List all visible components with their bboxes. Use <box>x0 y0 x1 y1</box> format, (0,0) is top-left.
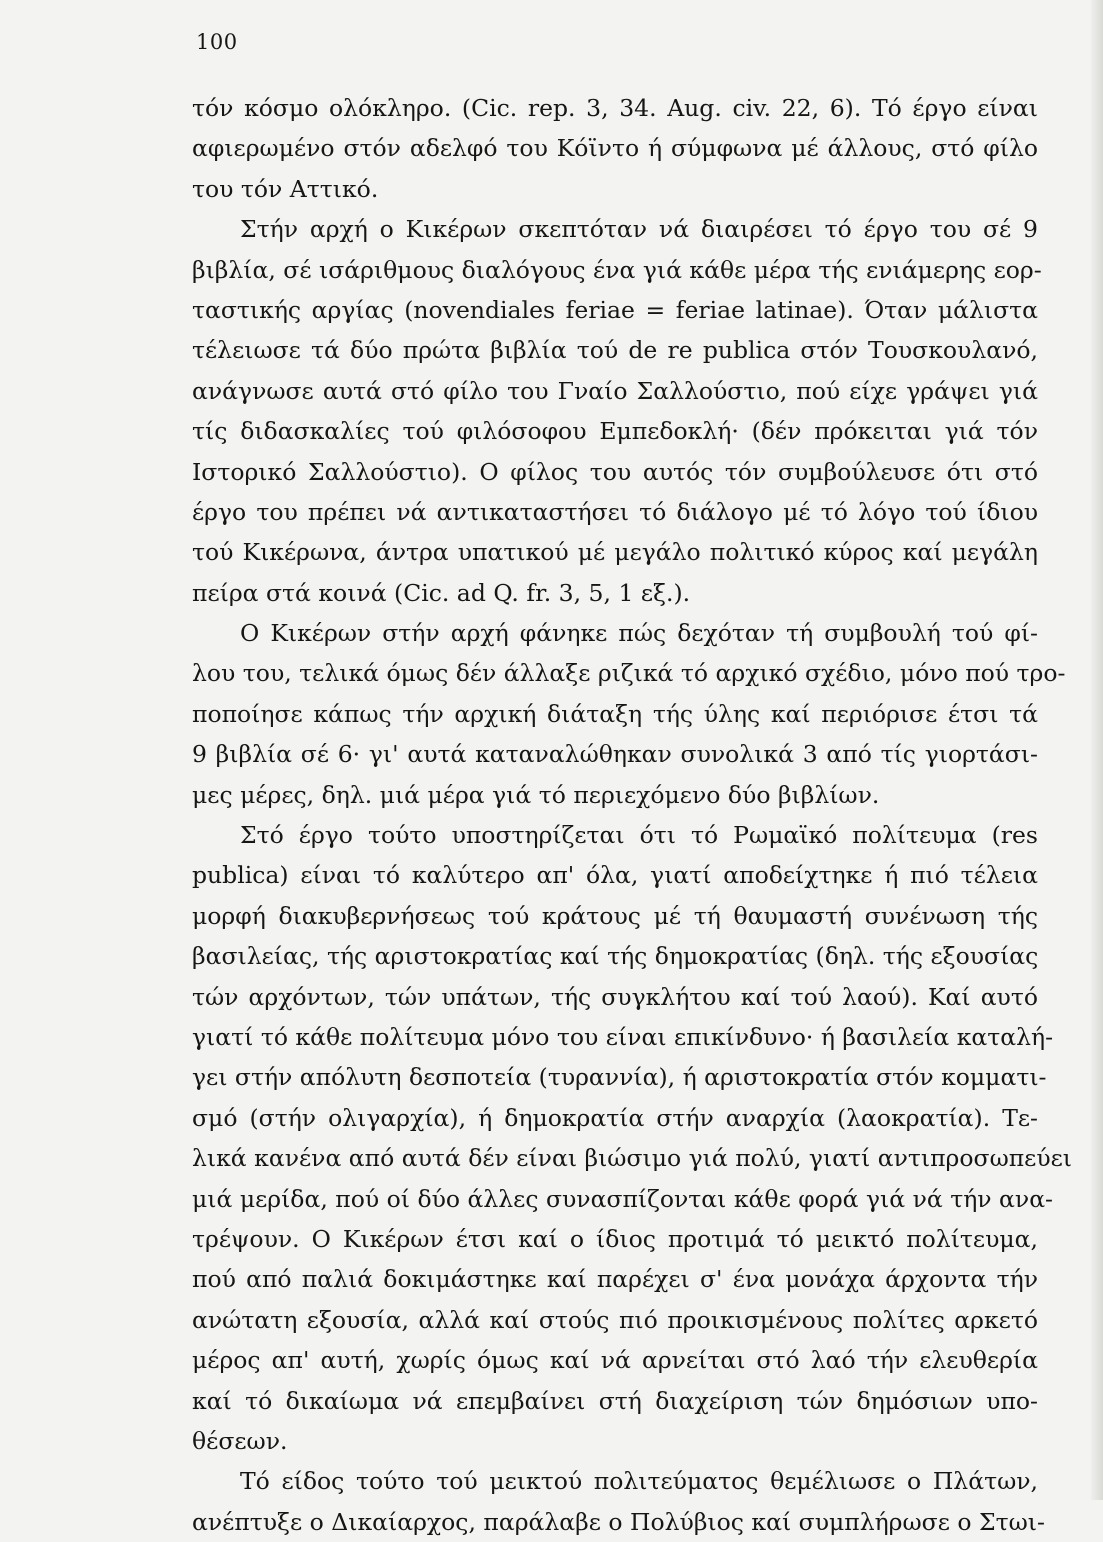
text-line: ανέπτυξε ο Δικαίαρχος, παράλαβε ο Πολύβιος καί συμπλήρωσε ο Στωι- <box>192 1507 1045 1536</box>
text-line: αφιερωμένο στόν αδελφό του Κόϊντο ή σύμφωνα μέ άλλους, στό φίλο <box>192 134 1038 163</box>
text-line: Στό έργο τούτο υποστηρίζεται ότι τό Ρωμαϊκό πολίτευμα (res <box>240 821 1038 850</box>
text-line: βασιλείας, τής αριστοκρατίας καί τής δημοκρατίας (δηλ. τής εξουσίας <box>192 942 1039 971</box>
text-line: μιά μερίδα, πού οί δύο άλλες συνασπίζονται κάθε φορά γιά νά τήν ανα- <box>192 1184 1053 1213</box>
text-line: σμό (στήν ολιγαρχία), ή δημοκρατία στήν αναρχία (λαοκρατία). Τε- <box>192 1103 1038 1132</box>
body-text <box>192 88 1073 1542</box>
text-line: τόν κόσμο ολόκληρο. (Cic. rep. 3, 34. Aug. civ. 22, 6). Τό έργο είναι <box>192 94 1038 122</box>
text-line: θέσεων. <box>192 1426 288 1455</box>
text-line: τού Κικέρωνα, άντρα υπατικού μέ μεγάλο πολιτικό κύρος καί μεγάλη <box>192 538 1038 567</box>
text-line: ανώτατη εξουσία, αλλά καί στούς πιό προικισμένους πολίτες αρκετό <box>192 1305 1038 1334</box>
text-line: έργο του πρέπει νά αντικαταστήσει τό διάλογο μέ τό λόγο τού ίδιου <box>192 497 1038 526</box>
text-line: ανάγνωσε αυτά στό φίλο του Γναίο Σαλλούστιο, πού είχε γράψει γιά <box>192 376 1038 405</box>
text-line: 9 βιβλία σέ 6· γι' αυτά καταναλώθηκαν συνολικά 3 από τίς γιορτάσι- <box>192 740 1038 769</box>
page-edge <box>1091 0 1103 1500</box>
text-line: τών αρχόντων, τών υπάτων, τής συγκλήτου καί τού λαού). Καί αυτό <box>192 982 1038 1011</box>
page-number: 100 <box>196 30 238 54</box>
text-line: τίς διδασκαλίες τού φιλόσοφου Εμπεδοκλή· (δέν πρόκειται γιά τόν <box>192 417 1038 446</box>
text-line: Στήν αρχή ο Κικέρων σκεπτόταν νά διαιρέσει τό έργο του σέ 9 <box>240 215 1038 244</box>
text-line: μες μέρες, δηλ. μιά μέρα γιά τό περιεχόμενο δύο βιβλίων. <box>192 780 880 809</box>
text-line: publica) είναι τό καλύτερο απ' όλα, γιατί αποδείχτηκε ή πιό τέλεια <box>192 861 1038 890</box>
text-line: Τό είδος τούτο τού μεικτού πολιτεύματος θεμέλιωσε ο Πλάτων, <box>240 1467 1038 1496</box>
text-line: πού από παλιά δοκιμάστηκε καί παρέχει σ' ένα μονάχα άρχοντα τήν <box>192 1265 1038 1294</box>
text-line: Ο Κικέρων στήν αρχή φάνηκε πώς δεχόταν τή συμβουλή τού φί- <box>240 619 1038 648</box>
text-line: καί τό δικαίωμα νά επεμβαίνει στή διαχείριση τών δημόσιων υπο- <box>192 1386 1038 1415</box>
text-line: πείρα στά κοινά (Cic. ad Q. fr. 3, 5, 1 εξ.). <box>192 578 691 607</box>
text-line: μορφή διακυβερνήσεως τού κράτους μέ τή θαυμαστή συνένωση τής <box>192 901 1038 930</box>
text-line: Ιστορικό Σαλλούστιο). Ο φίλος του αυτός τόν συμβούλευσε ότι στό <box>192 457 1038 486</box>
text-line: γει στήν απόλυτη δεσποτεία (τυραννία), ή αριστοκρατία στόν κομματι- <box>192 1063 1047 1092</box>
text-line: λικά κανένα από αυτά δέν είναι βιώσιμο γιά πολύ, γιατί αντιπροσωπεύει <box>192 1144 1073 1173</box>
text-line: ποποίησε κάπως τήν αρχική διάταξη τής ύλης καί περιόρισε έτσι τά <box>192 699 1038 728</box>
text-line: μέρος απ' αυτή, χωρίς όμως καί νά αρνείται στό λαό τήν ελευθερία <box>192 1346 1038 1375</box>
text-line: ταστικής αργίας (novendiales feriae = feriae latinae). Όταν μάλιστα <box>192 295 1038 324</box>
text-line: βιβλία, σέ ισάριθμους διαλόγους ένα γιά κάθε μέρα τής ενιάμερης εορ- <box>192 255 1042 284</box>
text-line: λου του, τελικά όμως δέν άλλαξε ριζικά τό αρχικό σχέδιο, μόνο πού τρο- <box>192 659 1066 688</box>
text-line: τέλειωσε τά δύο πρώτα βιβλία τού de re publica στόν Τουσκουλανό, <box>192 336 1038 365</box>
text-line: τρέψουν. Ο Κικέρων έτσι καί ο ίδιος προτιμά τό μεικτό πολίτευμα, <box>192 1224 1038 1253</box>
text-line: γιατί τό κάθε πολίτευμα μόνο του είναι επικίνδυνο· ή βασιλεία καταλή- <box>192 1022 1054 1051</box>
text-line: του τόν Αττικό. <box>192 174 379 203</box>
